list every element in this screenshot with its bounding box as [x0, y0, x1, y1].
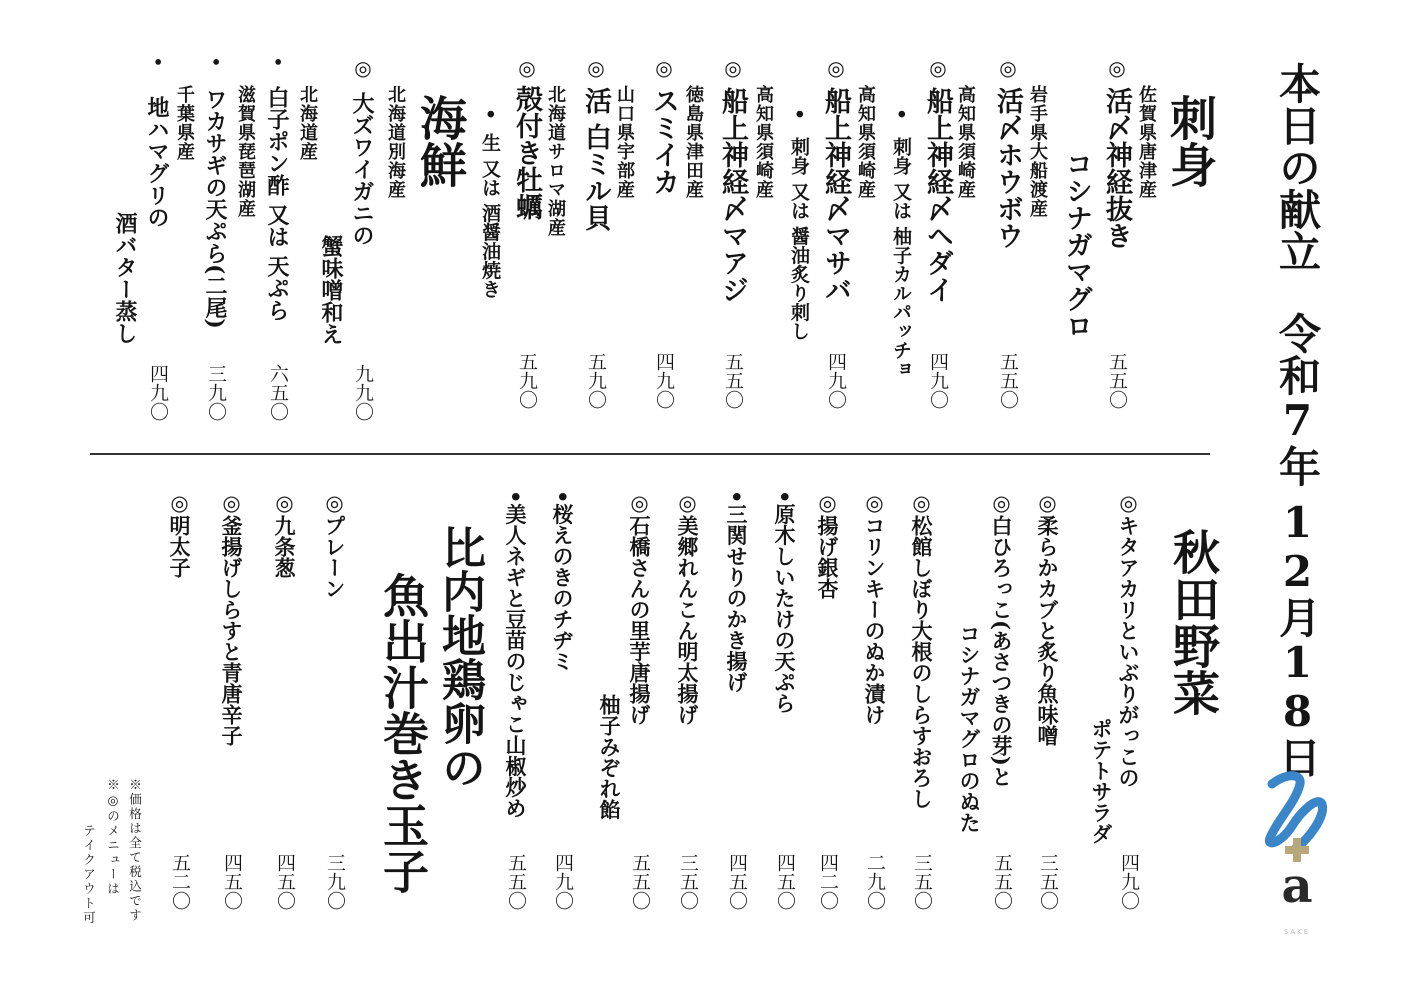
item-name-text: 石橋さんの里芋唐揚げ: [627, 515, 652, 725]
recommended-mark: ◎: [652, 56, 676, 80]
item-name: 地ハマグリの: [144, 96, 170, 228]
item-price: 五五〇: [505, 853, 527, 910]
item-price: 四九〇: [825, 352, 847, 409]
note-takeout: ※◎のメニューは: [105, 778, 121, 897]
recommended-mark: ◎: [815, 490, 840, 515]
recommended-mark: ◎: [909, 490, 934, 515]
item-price: 五五〇: [991, 853, 1013, 910]
recommended-mark: ◎: [989, 490, 1014, 515]
bullet-mark: •: [479, 108, 501, 121]
item-name: [1037, 490, 1058, 746]
item-price: 四九〇: [653, 352, 675, 409]
recommended-mark: ◎: [272, 490, 297, 515]
bullet-mark: •: [204, 56, 228, 68]
item-origin: 北海道別海産: [385, 85, 406, 199]
note-tax-included: ※価格は全て税込です: [127, 778, 143, 923]
item-name: [991, 490, 1012, 787]
bullet-mark: •: [146, 56, 170, 68]
item-name-text: 美郷れんこん明太揚げ: [675, 515, 700, 725]
item-price: 三五〇: [677, 853, 699, 910]
item-price: 五五〇: [722, 352, 744, 409]
item-origin: 佐賀県唐津産: [1136, 85, 1157, 199]
bullet-mark: •: [890, 108, 912, 121]
item-origin: 徳島県津田産: [683, 85, 704, 199]
item-price: 五五〇: [1106, 352, 1128, 409]
item-price: 四九〇: [927, 352, 949, 409]
item-name: スミイカ: [648, 87, 679, 195]
bullet-mark: •: [503, 490, 528, 504]
item-price: 三九〇: [205, 364, 227, 421]
logo-letter: a: [1281, 858, 1313, 914]
item-price: 二九〇: [864, 853, 886, 910]
item-option: 生 又は 酒醤油焼き: [479, 133, 501, 299]
item-name-text: キタアカリといぶりがっこの: [1116, 515, 1141, 788]
item-name-text: 柔らかカブと炙り魚味噌: [1035, 515, 1060, 746]
item-name: [864, 490, 885, 725]
note-takeout-ok: テイクアウト可: [81, 824, 97, 926]
item-price: 四五〇: [221, 853, 243, 910]
item-option: 刺身 又は 柚子カルパッチョ: [890, 137, 912, 379]
item-name: [505, 490, 526, 818]
recommended-mark: ◎: [584, 56, 608, 80]
item-name-text: 九条葱: [272, 515, 297, 578]
item-name-line2: 酒バター蒸し: [112, 212, 138, 344]
item-name-text: 揚げ銀杏: [815, 515, 840, 599]
recommended-mark: ◎: [351, 56, 375, 80]
recommended-mark: ◎: [1116, 490, 1141, 515]
item-name-line2: 柚子みぞれ餡: [597, 694, 622, 820]
item-price: 四九〇: [147, 364, 169, 421]
item-origin: 岩手県大船渡産: [1027, 85, 1048, 218]
section-heading-seafood: 海鮮: [412, 94, 467, 188]
recommended-mark: ◎: [322, 490, 347, 515]
menu-era-year: 令和7年: [1273, 312, 1322, 487]
item-price: 五五〇: [629, 853, 651, 910]
item-origin: 北海道産: [297, 85, 318, 161]
recommended-mark: ◎: [862, 490, 887, 515]
item-price: 九九〇: [352, 364, 374, 421]
item-name-text: 原木しいたけの天ぷら: [772, 503, 797, 714]
item-name-line2: コシナガマグロ: [1061, 150, 1092, 339]
item-name: 活 白ミル貝: [580, 87, 611, 232]
item-price: 三九〇: [324, 853, 346, 910]
item-price: 四五〇: [274, 853, 296, 910]
item-name-line2: コシナガマグロのぬた: [957, 623, 982, 833]
recommended-mark: ◎: [675, 490, 700, 515]
item-name: [726, 490, 747, 692]
item-name: 船上神経〆ヘダイ: [922, 87, 953, 303]
item-name: [677, 490, 698, 725]
item-name: 白子ポン酢 又は 天ぷら: [264, 86, 290, 322]
item-option: 刺身 又は 醤油炙り刺し: [788, 137, 810, 341]
item-price: 四九〇: [1118, 853, 1140, 910]
item-name: 船上神経〆マサバ: [820, 87, 851, 303]
section-heading-egg-line1: 比内地鶏卵の: [434, 525, 485, 789]
item-origin: 山口県宇部産: [614, 85, 635, 199]
recommended-mark: ◎: [627, 490, 652, 515]
item-price: 五九〇: [585, 352, 607, 409]
recommended-mark: ◎: [1035, 490, 1060, 515]
item-price: 五五〇: [997, 352, 1019, 409]
item-origin: 高知県須崎産: [753, 85, 774, 199]
item-name: [324, 490, 345, 599]
item-price: 四五〇: [726, 853, 748, 910]
item-name-line2: 蟹味噌和え: [318, 235, 344, 345]
item-name: 大ズワイガニの: [349, 92, 375, 246]
shop-logo: [1262, 766, 1332, 946]
item-name: [629, 490, 650, 725]
item-name: 殻付き牡蠣: [511, 85, 542, 220]
menu-title: 本日の献立: [1273, 62, 1322, 272]
item-name: 船上神経〆マアジ: [717, 87, 748, 303]
bullet-mark: •: [724, 490, 749, 504]
recommended-mark: ◎: [515, 56, 539, 80]
item-name: [1118, 490, 1139, 788]
bullet-mark: •: [772, 490, 797, 504]
recommended-mark: ◎: [926, 56, 950, 80]
item-origin: 高知県須崎産: [855, 85, 876, 199]
item-origin: 高知県須崎産: [955, 85, 976, 199]
item-name-text: 美人ネギと豆苗のじゃこ山椒炒め: [503, 503, 528, 819]
item-origin: 北海道サロマ湖産: [545, 85, 566, 237]
bullet-mark: •: [550, 490, 575, 504]
item-name-text: 桜えのきのチヂミ: [550, 503, 575, 672]
recommended-mark: ◎: [824, 56, 848, 80]
item-name: 活〆ホウボウ: [992, 87, 1023, 249]
recommended-mark: ◎: [167, 490, 192, 515]
item-name: [774, 490, 795, 713]
logo-sub: SAKE: [1283, 928, 1311, 936]
item-name: [221, 490, 242, 746]
item-name-text: 松館しぼり大根のしらすおろし: [909, 515, 934, 809]
section-heading-akita-vegetables: 秋田野菜: [1165, 528, 1220, 716]
item-price: 四二〇: [817, 853, 839, 910]
item-price: 五二〇: [169, 853, 191, 910]
item-price: 六五〇: [267, 364, 289, 421]
item-name: ワカサギの天ぷら(二尾): [202, 88, 228, 329]
item-name-text: 白ひろっこ(あさつきの芽)と: [989, 515, 1014, 787]
item-name: [817, 490, 838, 599]
section-heading-egg-line2: 魚出汁巻き玉子: [376, 572, 430, 894]
recommended-mark: ◎: [1105, 56, 1129, 80]
item-price: 四九〇: [552, 853, 574, 910]
item-name-text: 三関せりのかき揚げ: [724, 503, 749, 693]
item-price: 三五〇: [1037, 853, 1059, 910]
item-name-text: プレーン: [322, 515, 347, 599]
item-price: 四五〇: [774, 853, 796, 910]
item-origin: 滋賀県琵琶湖産: [235, 85, 256, 218]
item-name: 活〆神経抜き: [1101, 87, 1132, 249]
item-name: [552, 490, 573, 671]
menu-date: 12月18日: [1273, 498, 1322, 778]
section-heading-sashimi: 刺身: [1162, 94, 1217, 188]
bullet-mark: •: [266, 56, 290, 68]
recommended-mark: ◎: [721, 56, 745, 80]
item-name-text: コリンキーのぬか漬け: [862, 515, 887, 725]
section-divider: [90, 453, 1210, 455]
item-price: 三五〇: [911, 853, 933, 910]
item-name: [911, 490, 932, 809]
item-name-line2: ポテトサラダ: [1089, 718, 1114, 844]
item-name: [169, 490, 190, 578]
item-name-text: 釜揚げしらすと青唐辛子: [219, 515, 244, 746]
item-name: [274, 490, 295, 578]
item-name-text: 明太子: [167, 515, 192, 578]
item-origin: 千葉県産: [174, 85, 195, 161]
bullet-mark: •: [788, 108, 810, 121]
recommended-mark: ◎: [996, 56, 1020, 80]
item-price: 五九〇: [516, 352, 538, 409]
recommended-mark: ◎: [219, 490, 244, 515]
